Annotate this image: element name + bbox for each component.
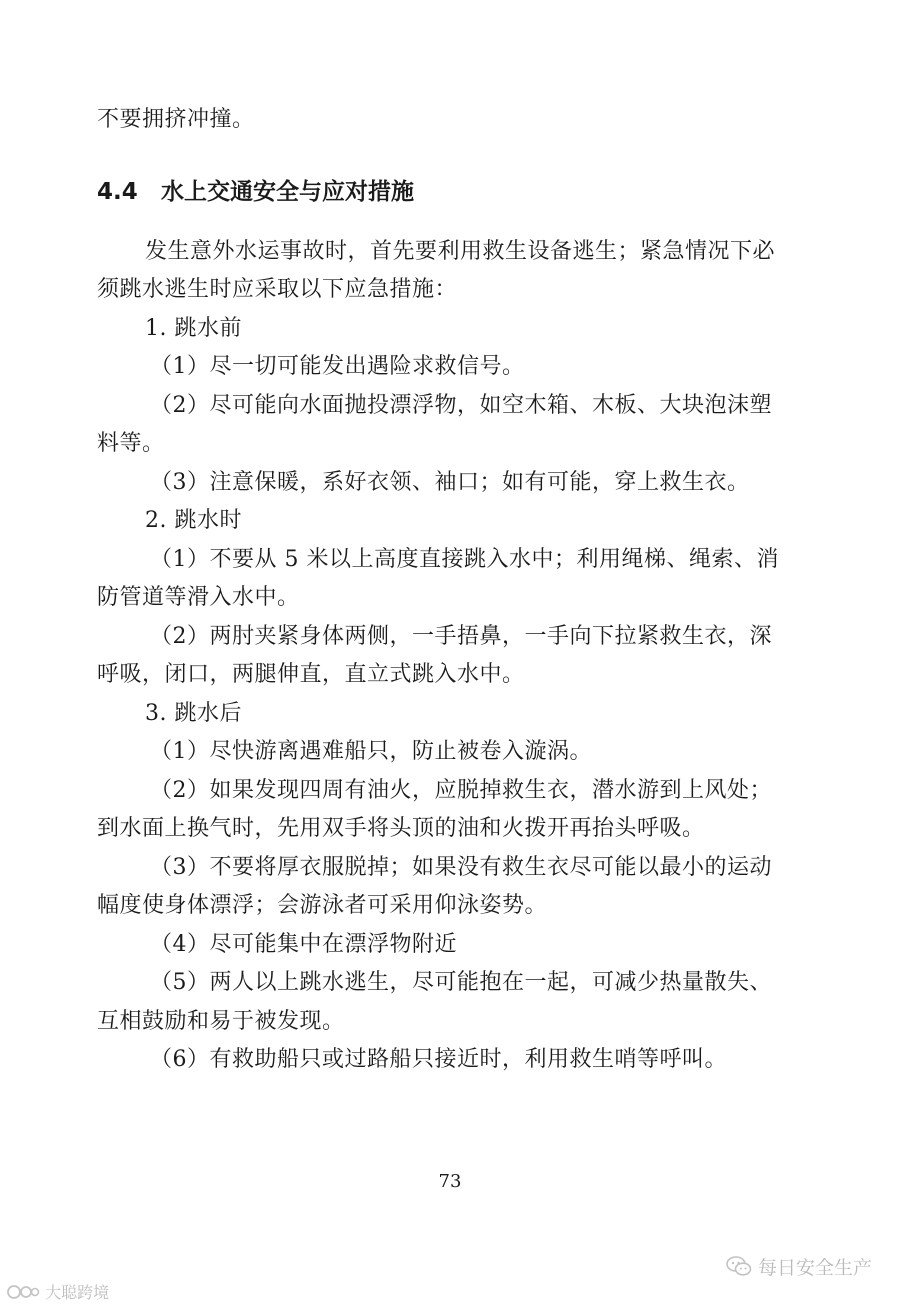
during-item-1-cont: 防管道等滑入水中。 bbox=[97, 585, 300, 610]
section-title: 水上交通安全与应对措施 bbox=[161, 179, 414, 205]
after-item-5: （5）两人以上跳水逃生，尽可能抱在一起，可减少热量散失、 bbox=[150, 970, 772, 995]
subheading-during-jump: 2. 跳水时 bbox=[145, 508, 242, 533]
after-item-4: （4）尽可能集中在漂浮物附近 bbox=[150, 932, 457, 957]
watermark-right-text: 每日安全生产 bbox=[757, 1257, 872, 1279]
section-number: 4.4 bbox=[97, 179, 138, 205]
logo-icon bbox=[6, 1283, 40, 1305]
before-item-3: （3）注意保暖，系好衣领、袖口；如有可能，穿上救生衣。 bbox=[150, 470, 750, 495]
wechat-icon bbox=[726, 1255, 752, 1282]
after-item-3-cont: 幅度使身体漂浮；会游泳者可采用仰泳姿势。 bbox=[97, 893, 548, 918]
during-item-1: （1）不要从 5 米以上高度直接跳入水中；利用绳梯、绳索、消 bbox=[150, 547, 779, 572]
continued-line: 不要拥挤冲撞。 bbox=[97, 107, 255, 132]
intro-line-2: 须跳水逃生时应采取以下应急措施： bbox=[97, 277, 458, 302]
subheading-after-jump: 3. 跳水后 bbox=[145, 701, 242, 726]
section-heading bbox=[97, 176, 414, 208]
subheading-before-jump: 1. 跳水前 bbox=[145, 316, 242, 341]
after-item-2-cont: 到水面上换气时，先用双手将头顶的油和火拨开再抬头呼吸。 bbox=[97, 816, 705, 841]
intro-line-1: 发生意外水运事故时，首先要利用救生设备逃生；紧急情况下必 bbox=[145, 239, 776, 264]
during-item-2: （2）两肘夹紧身体两侧，一手捂鼻，一手向下拉紧救生衣，深 bbox=[150, 624, 772, 649]
before-item-2-cont: 料等。 bbox=[97, 431, 165, 456]
after-item-2: （2）如果发现四周有油火，应脱掉救生衣，潜水游到上风处； bbox=[150, 778, 772, 803]
after-item-6: （6）有救助船只或过路船只接近时，利用救生哨等呼叫。 bbox=[150, 1047, 727, 1072]
during-item-2-cont: 呼吸，闭口，两腿伸直，直立式跳入水中。 bbox=[97, 662, 525, 687]
before-item-1: （1）尽一切可能发出遇险求救信号。 bbox=[150, 354, 525, 379]
watermark-right bbox=[726, 1253, 872, 1282]
before-item-2: （2）尽可能向水面抛投漂浮物，如空木箱、木板、大块泡沫塑 bbox=[150, 393, 772, 418]
after-item-5-cont: 互相鼓励和易于被发现。 bbox=[97, 1009, 345, 1034]
watermark-left bbox=[6, 1280, 109, 1305]
after-item-1: （1）尽快游离遇难船只，防止被卷入漩涡。 bbox=[150, 739, 592, 764]
page-number: 73 bbox=[438, 1171, 462, 1192]
watermark-left-text: 大聪跨境 bbox=[45, 1283, 110, 1302]
after-item-3: （3）不要将厚衣服脱掉；如果没有救生衣尽可能以最小的运动 bbox=[150, 855, 772, 880]
